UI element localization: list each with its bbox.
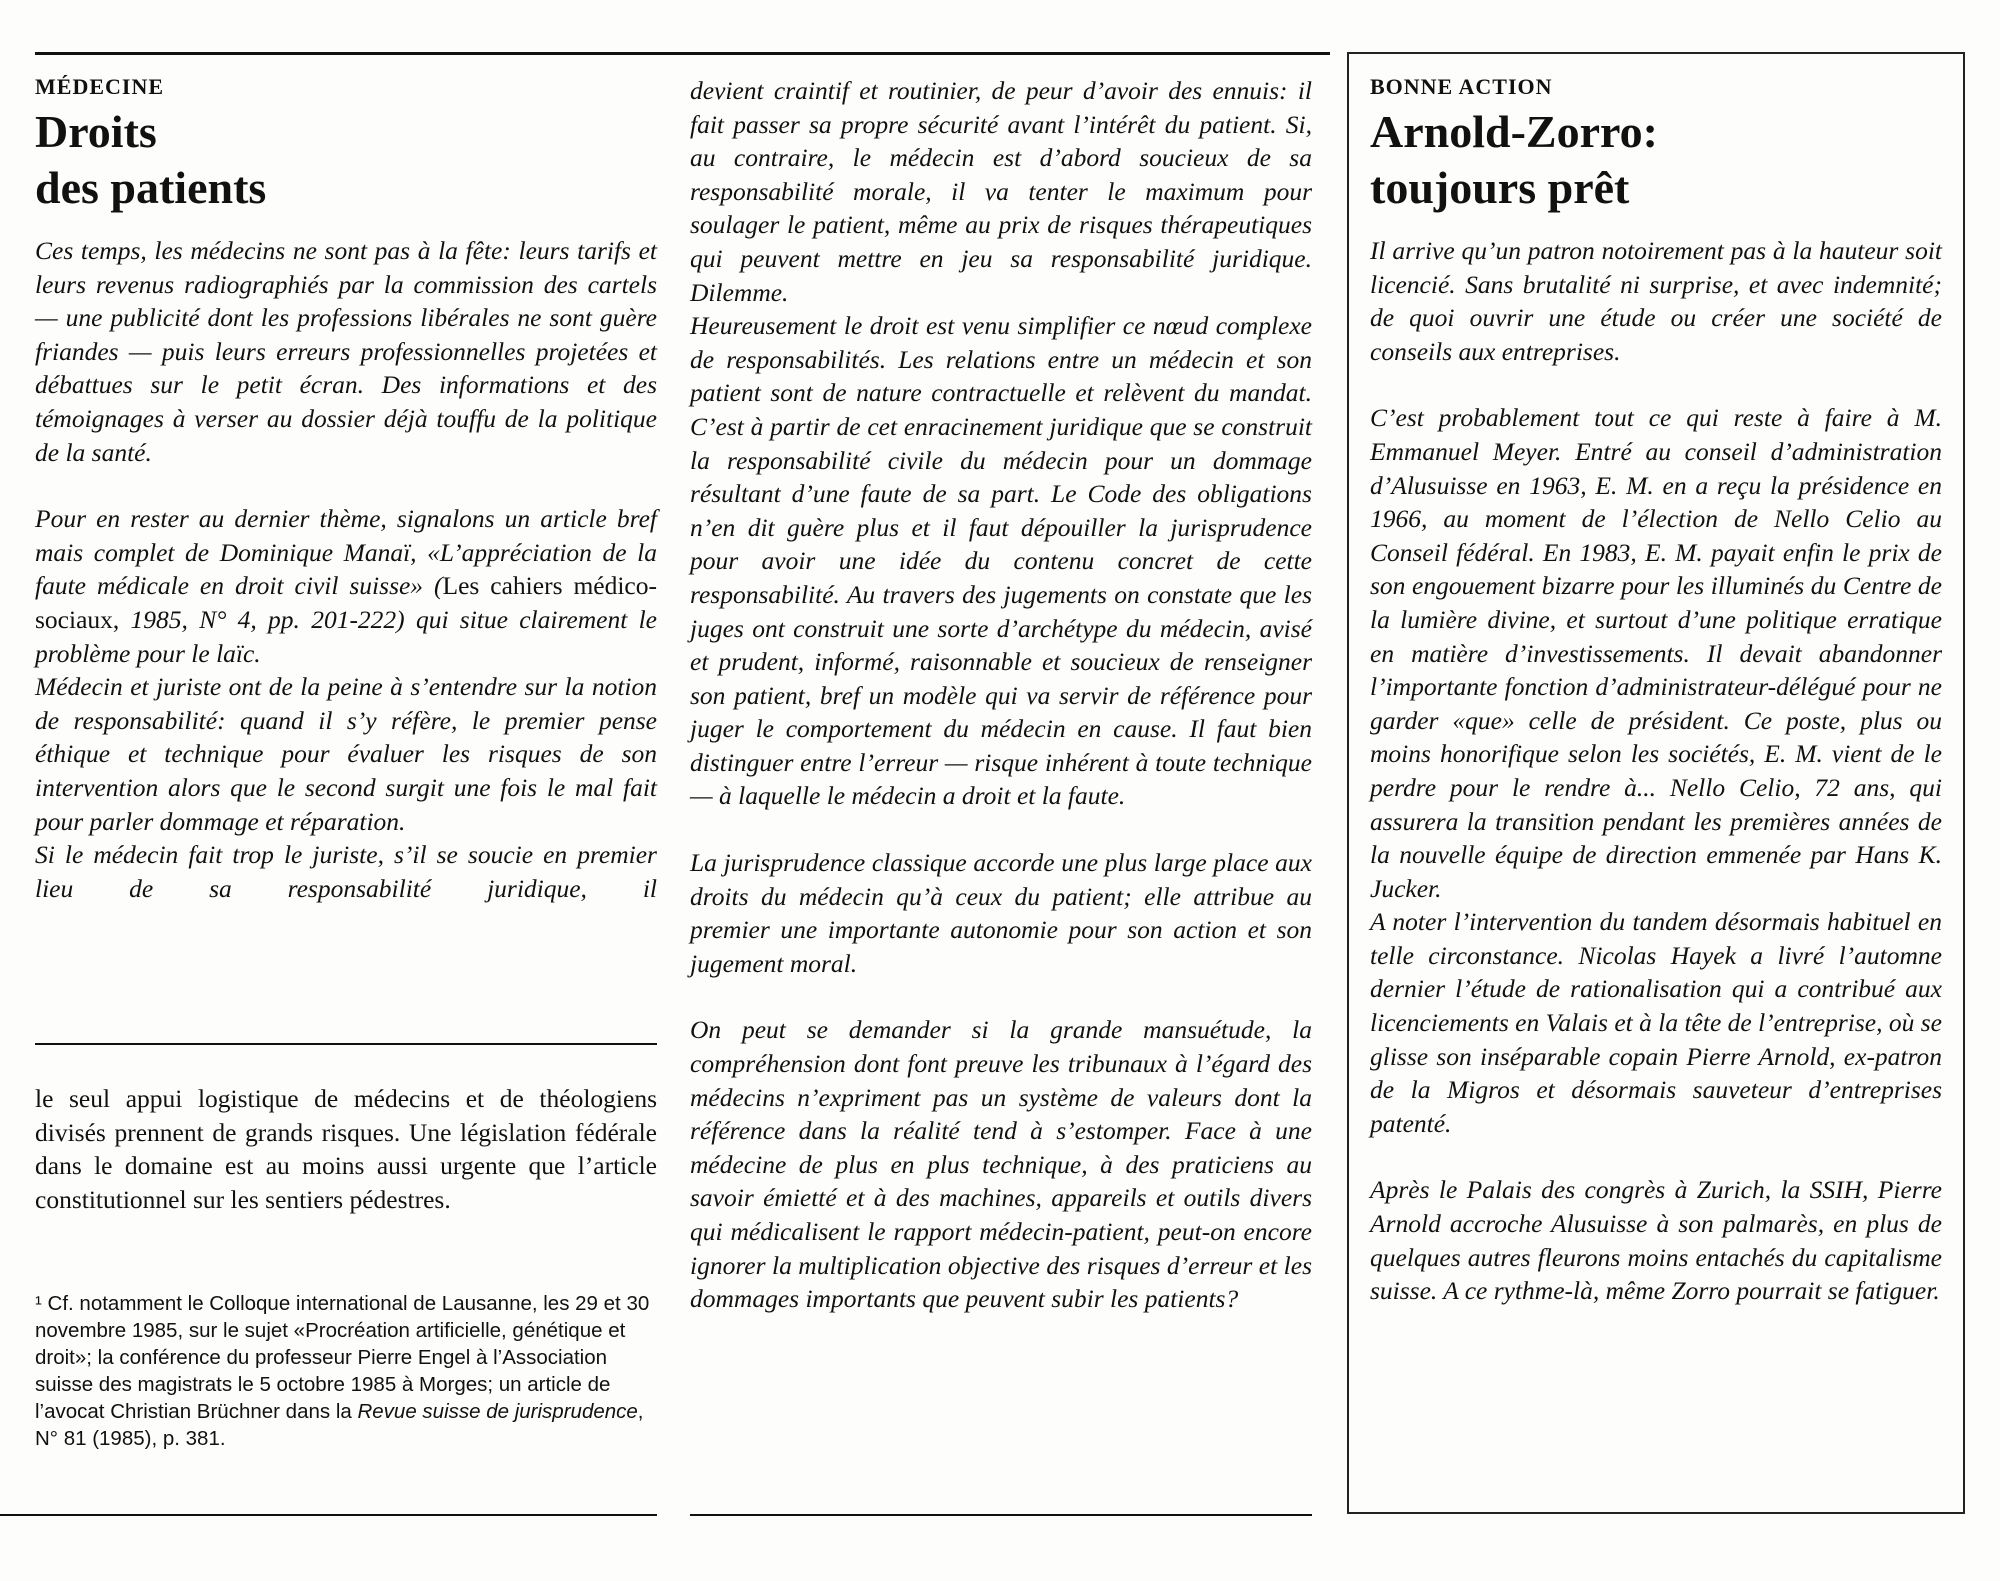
footnote-part-b: , N° 81 (1985), p. 381. bbox=[35, 1400, 644, 1450]
intro-paragraph: Ces temps, les médecins ne sont pas à la fête: leurs tarifs et leurs revenus radiographiés par la commission des cartels — une publicité dont les professions libérales ne sont guère friandes — puis leurs erreurs professionnelles projetées et débattues sur le petit écran. Des informations et des témoignages à verser au dossier déjà touffu de la politique de la santé. bbox=[35, 236, 657, 467]
paragraph-medecin-juriste: Médecin et juriste ont de la peine à s’entendre sur la notion de responsabilité: quand il s’y réfère, le premier pense éthique et technique pour évaluer les risques de son intervention alors que le second surgit une fois le mal fait pour parler dommage et réparation. bbox=[35, 672, 657, 836]
footnote-block bbox=[35, 1290, 657, 1452]
column2-bottom-rule bbox=[690, 1514, 1312, 1516]
column1-separator-rule bbox=[35, 1043, 657, 1045]
col2-paragraph-3: La jurisprudence classique accorde une plus large place aux droits du médecin qu’à ceux du patient; elle attribue au premier une importante autonomie pour son action et son jugement moral. bbox=[690, 848, 1312, 978]
headline-droits-des-patients bbox=[35, 104, 657, 216]
column-bonne-action bbox=[1370, 74, 1942, 1308]
bonne-action-paragraph-3: A noter l’intervention du tandem désormais habituel en telle circonstance. Nicolas Hayek a livré l’automne dernier l’étude de rationalisation qui a contribué aux licenciements en Valais et à la tête de l’entreprise, où se glisse son inséparable copain Pierre Arnold, ex-patron de la Migros et désormais sauveteur d’entreprises patenté. bbox=[1370, 907, 1942, 1138]
paragraph-si-le-medecin: Si le médecin fait trop le juriste, s’il se soucie en premier lieu de sa responsabilité juridique, il bbox=[35, 840, 657, 903]
footnote-text bbox=[35, 1290, 657, 1452]
paragraph-article-reference bbox=[35, 502, 657, 670]
headline-line-1: Droits bbox=[35, 106, 157, 157]
section-kicker-medecine: MÉDECINE bbox=[35, 74, 165, 99]
para2-part-c: 1985, N° 4, pp. 201-222) qui situe clairement le problème pour le laïc. bbox=[35, 604, 657, 668]
headline-line-1: Arnold-Zorro: bbox=[1370, 106, 1658, 157]
column1-bottom-rule bbox=[0, 1514, 657, 1516]
bonne-action-paragraph-1: Il arrive qu’un patron notoirement pas à la hauteur soit licencié. Sans brutalité ni surprise, et avec indemnité; de quoi ouvrir une étude ou créer une société de conseils aux entreprises. bbox=[1370, 236, 1942, 366]
previous-article-text: le seul appui logistique de médecins et de théologiens divisés prennent de grands risques. Une législation fédérale dans le domaine est au moins aussi urgente que l’article constitutionnel sur les sentiers pédestres. bbox=[35, 1084, 657, 1214]
footnote-mark: ¹ bbox=[35, 1292, 42, 1315]
headline-arnold-zorro bbox=[1370, 104, 1942, 216]
section-kicker-bonne-action: BONNE ACTION bbox=[1370, 74, 1553, 99]
previous-article-ending bbox=[35, 1082, 657, 1216]
footnote-journal: Revue suisse de jurisprudence bbox=[357, 1400, 638, 1423]
headline-line-2: des patients bbox=[35, 162, 267, 213]
column-medecine bbox=[35, 74, 657, 905]
col2-paragraph-1: devient craintif et routinier, de peur d’avoir des ennuis: il fait passer sa propre sécurité avant l’intérêt du patient. Si, au contraire, le médecin est d’abord soucieux de sa responsabilité morale, il va tenter le maximum pour soulager le patient, même au prix de risques thérapeutiques qui peuvent mettre en jeu sa responsabilité juridique. Dilemme. bbox=[690, 76, 1312, 307]
para2-journal: Les cahiers médico-sociaux, bbox=[35, 571, 657, 634]
bonne-action-paragraph-2: C’est probablement tout ce qui reste à faire à M. Emmanuel Meyer. Entré au conseil d’administration d’Alusuisse en 1963, E. M. en a reçu la présidence en 1966, au moment de l’élection de Nello Celio au Conseil fédéral. En 1983, E. M. payait enfin le prix de son engouement bizarre pour les illuminés du Centre de la lumière divine, et surtout d’une politique erratique en matière d’investissements. Il devait abandonner l’importante fonction d’administrateur-délégué pour ne garder «que» celle de président. Ce poste, plus ou moins honorifique selon les sociétés, E. M. vient de le perdre pour le rendre à... Nello Celio, 72 ans, qui assurera la transition pendant les premières années de la nouvelle équipe de direction emmenée par Hans K. Jucker. bbox=[1370, 403, 1942, 903]
column-medecine-continued bbox=[690, 74, 1312, 1316]
col2-paragraph-2: Heureusement le droit est venu simplifier ce nœud complexe de responsabilités. Les relations entre un médecin et son patient sont de nature contractuelle et relèvent du mandat. C’est à partir de cet enracinement juridique que se construit la responsabilité civile du médecin pour un dommage résultant d’une faute de sa part. Le Code des obligations n’en dit guère plus et il faut dépouiller la jurisprudence pour avoir une idée du contenu concret de cette responsabilité. Au travers des jugements on constate que les juges ont construit une sorte d’archétype du médecin, avisé et prudent, informé, raisonnable et soucieux de renseigner son patient, bref un modèle qui va servir de référence pour juger le comportement du médecin en cause. Il faut bien distinguer entre l’erreur — risque inhérent à toute technique — à laquelle le médecin a droit et la faute. bbox=[690, 311, 1312, 811]
headline-line-2: toujours prêt bbox=[1370, 162, 1630, 213]
bonne-action-paragraph-4: Après le Palais des congrès à Zurich, la SSIH, Pierre Arnold accroche Alusuisse à son palmarès, en plus de quelques autres fleurons moins entachés du capitalisme suisse. A ce rythme-là, même Zorro pourrait se fatiguer. bbox=[1370, 1175, 1942, 1306]
footnote-part-a: Cf. notamment le Colloque international de Lausanne, les 29 et 30 novembre 1985, sur le sujet «Procréation artificielle, génétique et droit»; la conférence du professeur Pierre Engel à l’Association suisse des magistrats le 5 octobre 1985 à Morges; un article de l’avocat Christian Brüchner dans la bbox=[35, 1292, 650, 1423]
top-rule bbox=[35, 52, 1330, 55]
para2-part-a: Pour en rester au dernier thème, signalons un article bref mais complet de Dominique Manaï, «L’appréciation de la faute médicale en droit civil suisse» ( bbox=[35, 504, 657, 601]
col2-paragraph-4: On peut se demander si la grande mansuétude, la compréhension dont font preuve les tribunaux à l’égard des médecins n’expriment pas un système de valeurs dont la référence dans la réalité tend à s’estomper. Face à une médecine de plus en plus technique, à des praticiens au savoir émietté et à des machines, appareils et outils divers qui médicalisent le rapport médecin-patient, peut-on encore ignorer la multiplication objective des risques d’erreur et les dommages importants que peuvent subir les patients? bbox=[690, 1015, 1312, 1314]
